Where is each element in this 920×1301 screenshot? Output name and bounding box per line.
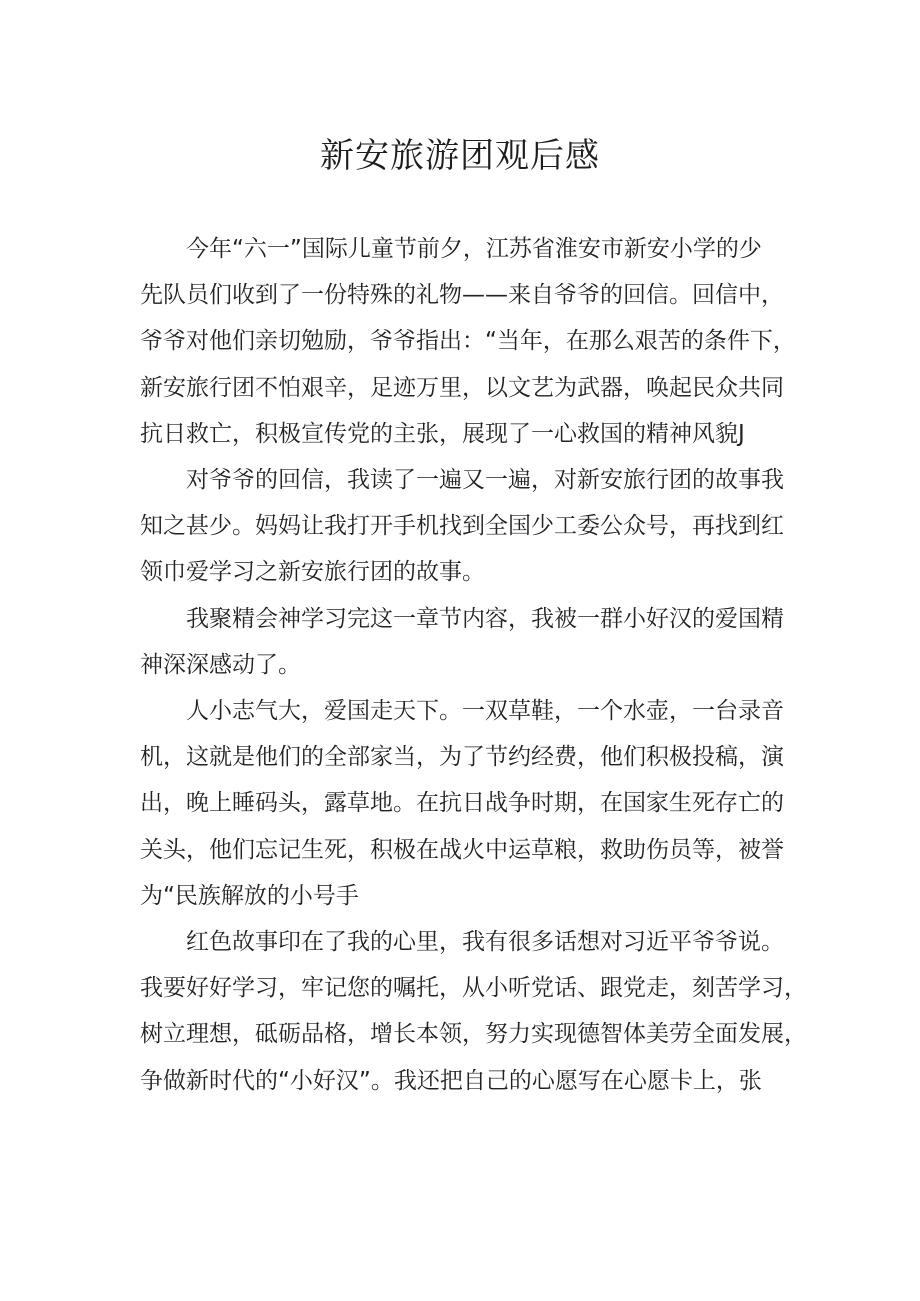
paragraph-3 (140, 596, 800, 688)
paragraph-line: 爷爷对他们亲切勉励，爷爷指出：“当年，在那么艰苦的条件下， (140, 328, 796, 355)
paragraph-line: 今年“六一”国际儿童节前夕，江苏省淮安市新安小学的少 (186, 236, 762, 262)
paragraph-line: 红色故事印在了我的心里，我有很多话想对习近平爷爷说。 (186, 929, 784, 956)
paragraph-line: 新安旅行团不怕艰辛，足迹万里，以文艺为武器，唤起民众共同 (140, 374, 784, 401)
paragraph-line: 先队员们收到了一份特殊的礼物——来自爷爷的回信。回信中， (140, 282, 784, 309)
paragraph-line: 树立理想，砥砺品格，增长本领，努力实现德智体美劳全面发展， (140, 1021, 807, 1048)
paragraph-line: 为“民族解放的小号手 (140, 882, 359, 909)
paragraph-4 (140, 688, 800, 919)
paragraph-line: 出，晚上睡码头，露草地。在抗日战争时期，在国家生死存亡的 (140, 790, 784, 817)
paragraph-line: 对爷爷的回信，我读了一遍又一遍，对新安旅行团的故事我 (186, 467, 784, 494)
paragraph-line: 知之甚少。妈妈让我打开手机找到全国少工委公众号，再找到红 (140, 513, 784, 540)
paragraph-line: 争做新时代的“小好汉”。我还把自己的心愿写在心愿卡上，张 (140, 1067, 762, 1094)
paragraph-line: 我聚精会神学习完这一章节内容，我被一群小好汉的爱国精 (186, 605, 784, 632)
document-body (140, 226, 807, 1104)
paragraph-line: 人小志气大，爱国走天下。一双草鞋，一个水壶，一台录音 (186, 698, 784, 725)
paragraph-line: 我要好好学习，牢记您的嘱托，从小听党话、跟党走，刻苦学习， (140, 975, 807, 1002)
paragraph-line: 领巾爱学习之新安旅行团的故事。 (140, 559, 485, 586)
paragraph-line: 机，这就是他们的全部家当，为了节约经费，他们积极投稿，演 (140, 744, 784, 771)
paragraph-5 (140, 919, 807, 1104)
document-title: 新安旅游团观后感 (320, 136, 600, 176)
paragraph-line: 抗日救亡，积极宣传党的主张，展现了一心救国的精神风貌J (140, 420, 745, 447)
paragraph-line: 关头，他们忘记生死，积极在战火中运草粮，救助伤员等，被誉 (140, 836, 784, 863)
paragraph-1 (140, 226, 800, 457)
paragraph-2 (140, 457, 800, 596)
paragraph-line: 神深深感动了。 (140, 651, 301, 678)
